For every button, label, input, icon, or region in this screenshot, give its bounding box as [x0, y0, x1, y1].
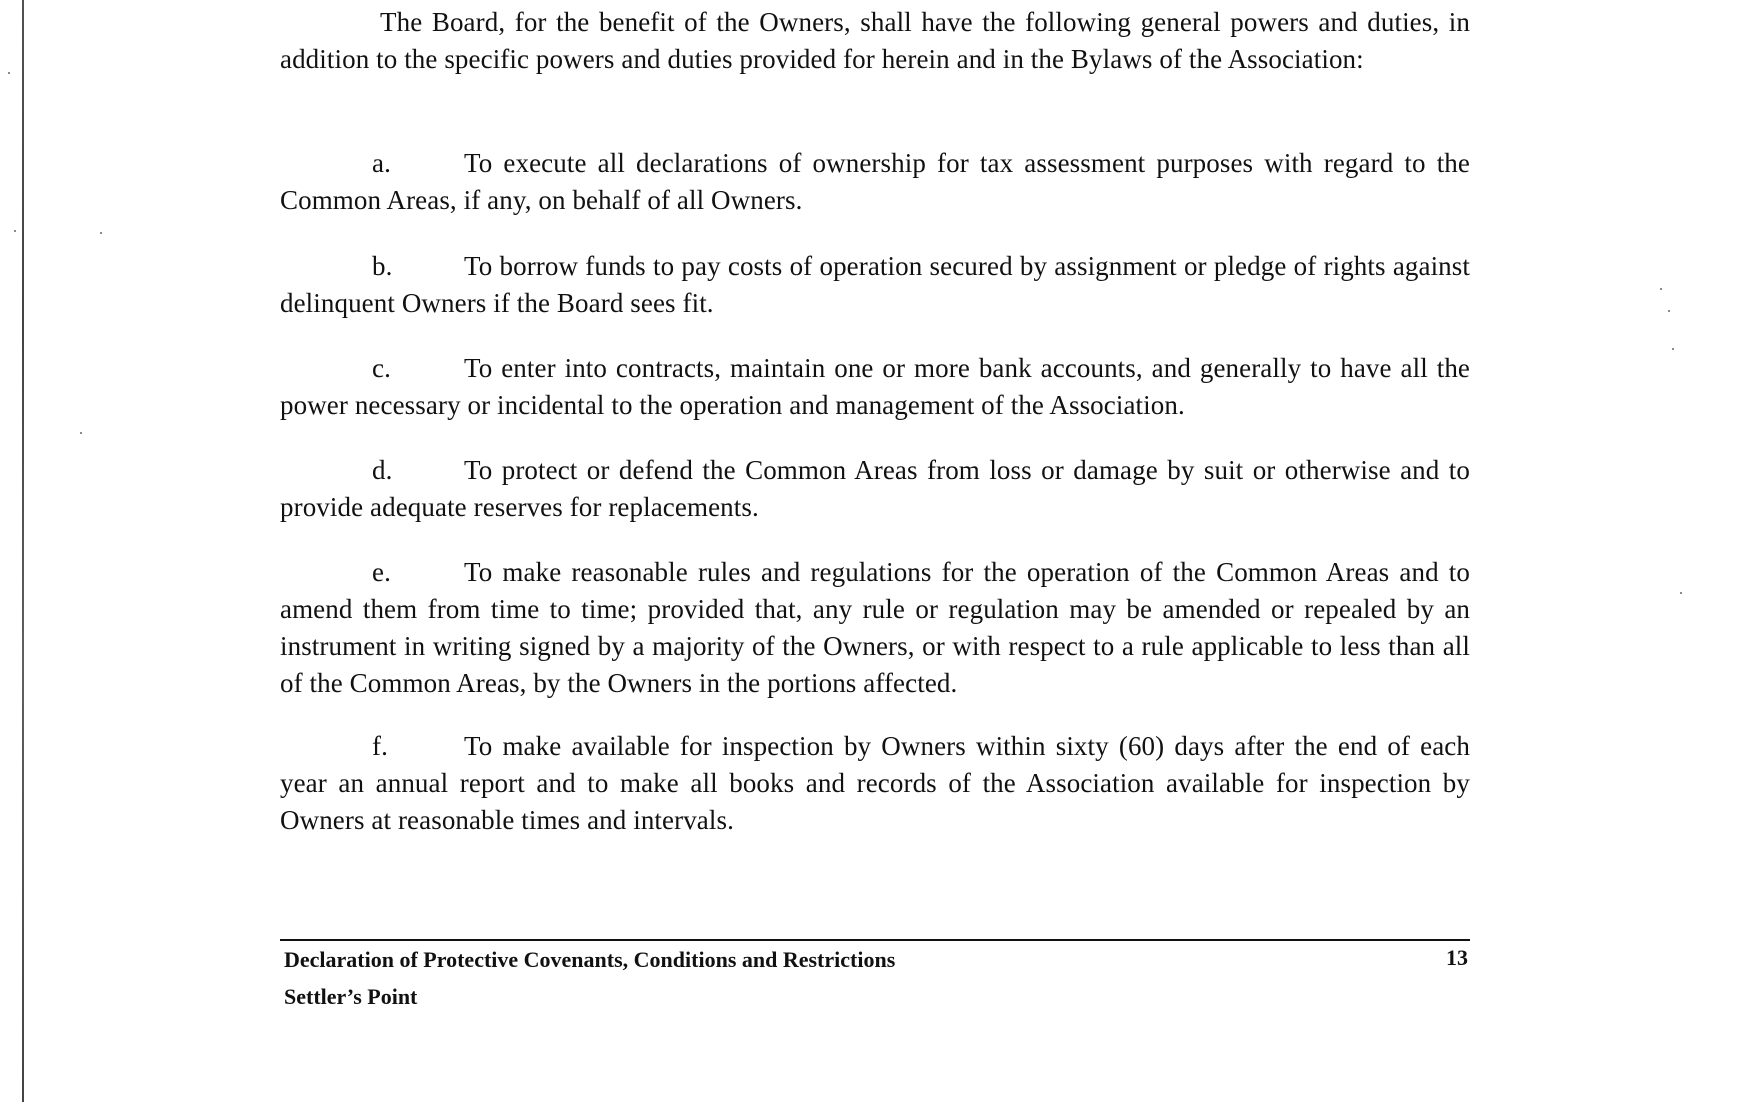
- scan-speck: [80, 432, 82, 434]
- list-item-e: [280, 554, 1470, 702]
- scan-speck: [14, 230, 16, 232]
- scan-speck: [1680, 592, 1682, 594]
- list-item-a: [280, 145, 1470, 219]
- list-item-text: To make reasonable rules and regulations for the operation of the Common Areas and to amend them from time to time; provided that, any rule or regulation may be amended or repealed by an instrument in writing signed by a majority of the Owners, or with respect to a rule applicable to less than all of the Common Areas, by the Owners in the portions affected.: [280, 557, 1470, 698]
- footer-divider: [280, 939, 1470, 941]
- scan-speck: [8, 72, 10, 74]
- list-item-c: [280, 350, 1470, 424]
- scan-speck: [1660, 288, 1662, 290]
- list-item-label: a.: [372, 148, 391, 178]
- list-item-f: [280, 728, 1470, 839]
- list-item-text: To make available for inspection by Owners within sixty (60) days after the end of each year an annual report and to make all books and records of the Association available for inspection by Owners at reasonable times and intervals.: [280, 731, 1470, 835]
- list-item-text: To enter into contracts, maintain one or more bank accounts, and generally to have all the power necessary or incidental to the operation and management of the Association.: [280, 353, 1470, 420]
- scan-left-edge: [22, 0, 24, 1102]
- scan-speck: [1668, 310, 1670, 312]
- scan-speck: [1672, 348, 1674, 350]
- list-item-label: e.: [372, 557, 391, 587]
- intro-paragraph: The Board, for the benefit of the Owners, shall have the following general powers and duties, in addition to the specific powers and duties provided for herein and in the Bylaws of the Association:: [280, 7, 1470, 74]
- list-item-label: d.: [372, 455, 393, 485]
- list-item-d: [280, 452, 1470, 526]
- list-item-label: c.: [372, 353, 391, 383]
- list-item-text: To execute all declarations of ownership for tax assessment purposes with regard to the Common Areas, if any, on behalf of all Owners.: [280, 148, 1470, 215]
- footer-subtitle: Settler’s Point: [284, 984, 418, 1009]
- scan-speck: [100, 232, 102, 234]
- list-item-text: To protect or defend the Common Areas from loss or damage by suit or otherwise and to provide adequate reserves for replacements.: [280, 455, 1470, 522]
- page-number: 13: [1446, 945, 1468, 970]
- list-item-label: f.: [372, 731, 388, 761]
- footer-title: Declaration of Protective Covenants, Conditions and Restrictions: [284, 947, 896, 972]
- list-item-text: To borrow funds to pay costs of operation secured by assignment or pledge of rights against delinquent Owners if the Board sees fit.: [280, 251, 1470, 318]
- list-item-b: [280, 248, 1470, 322]
- list-item-label: b.: [372, 251, 393, 281]
